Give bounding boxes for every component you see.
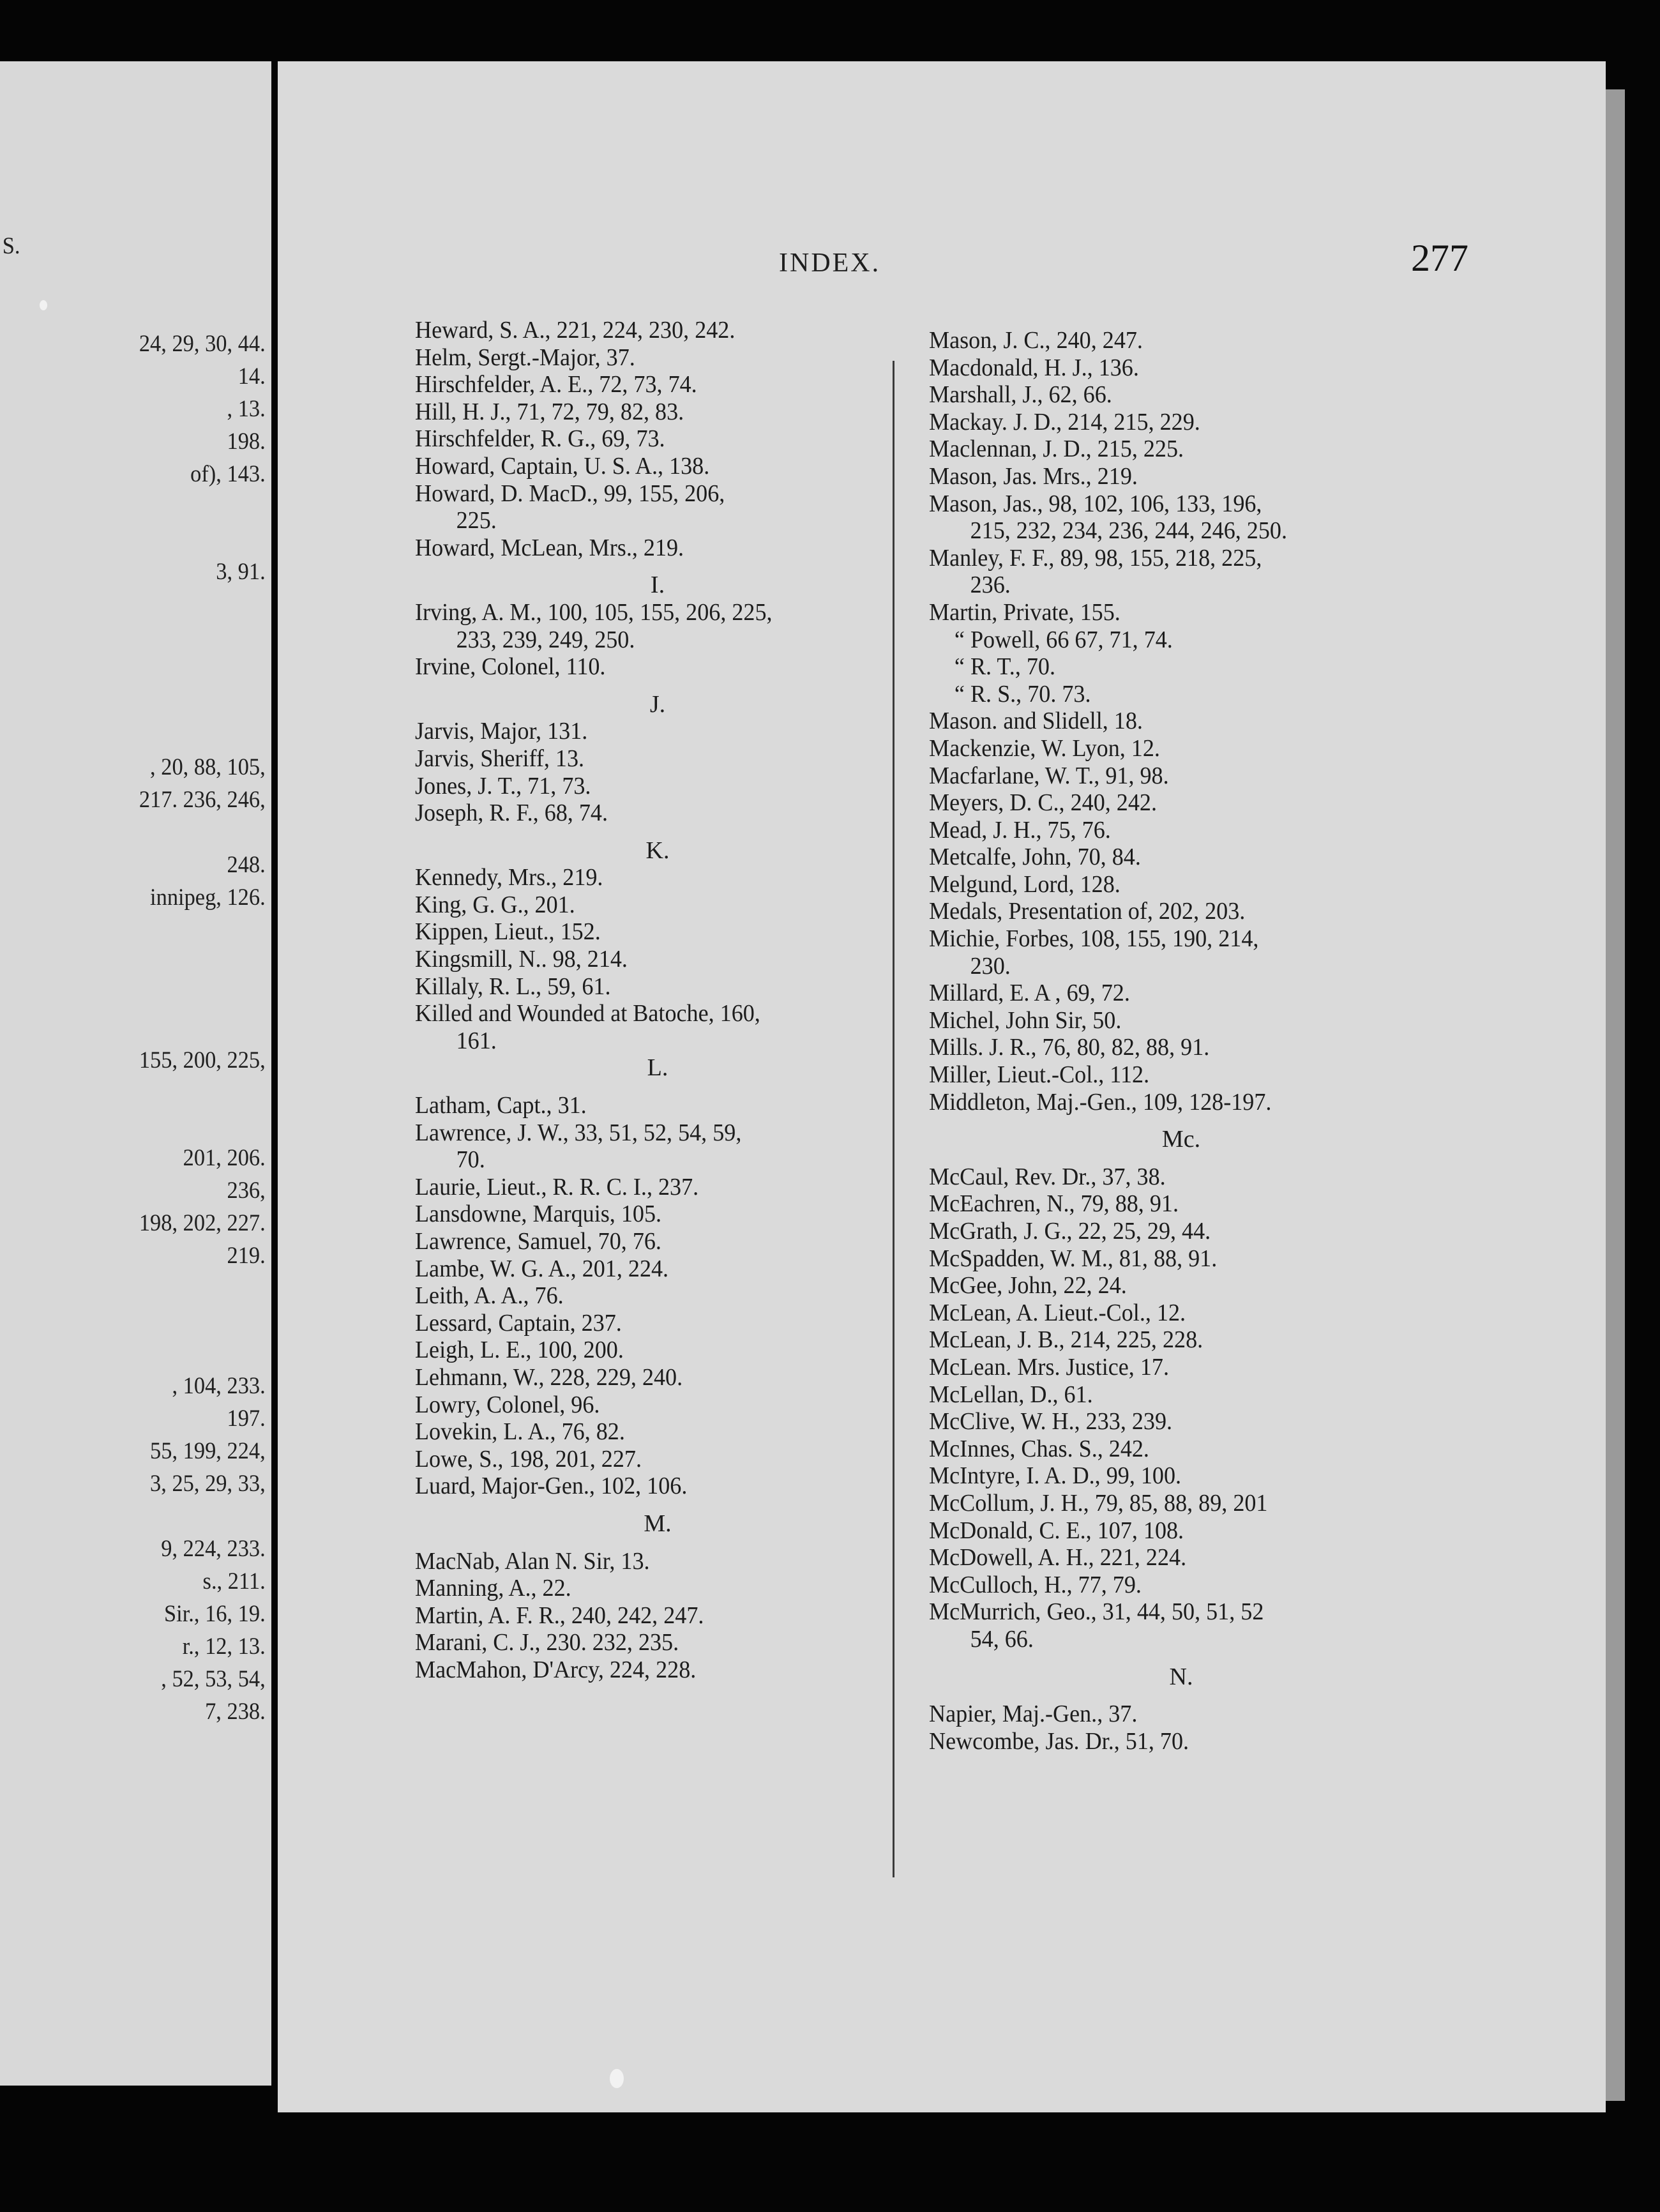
section-letter: Mc.	[1161, 1126, 1201, 1153]
index-entry: Martin, A. F. R., 240, 242, 247.	[415, 1602, 704, 1629]
index-entry: Mackenzie, W. Lyon, 12.	[929, 734, 1160, 762]
page-edge-shadow	[1606, 89, 1625, 2101]
left-page-fragment: 197.	[227, 1405, 266, 1432]
spacer	[415, 827, 900, 837]
index-entry: Lowe, S., 198, 201, 227.	[415, 1445, 642, 1473]
index-entry: McDowell, A. H., 221, 224.	[929, 1544, 1187, 1572]
index-entry: McCulloch, H., 77, 79.	[929, 1571, 1142, 1598]
left-page-fragment: , 13.	[227, 396, 266, 422]
index-entry: Jarvis, Major, 131.	[415, 718, 588, 745]
left-page-fragment: 198.	[227, 428, 266, 455]
left-page-fragment: , 104, 233.	[172, 1373, 266, 1399]
spacer	[929, 1116, 1433, 1126]
index-entry: Miller, Lieut.-Col., 112.	[929, 1061, 1150, 1089]
section-letter: L.	[647, 1054, 668, 1082]
index-entry: Mead, J. H., 75, 76.	[929, 816, 1111, 844]
left-page-fragment: 24, 29, 30, 44.	[139, 331, 266, 357]
index-entry: Hill, H. J., 71, 72, 79, 82, 83.	[415, 398, 684, 425]
index-entry: Metcalfe, John, 70, 84.	[929, 844, 1141, 871]
index-column-right	[929, 327, 1433, 1755]
index-entry: Howard, D. MacD., 99, 155, 206,	[415, 480, 725, 507]
index-entry-continuation: 54, 66.	[970, 1625, 1034, 1653]
index-entry: Hirschfelder, A. E., 72, 73, 74.	[415, 371, 697, 398]
index-entry: Macdonald, H. J., 136.	[929, 354, 1139, 381]
left-page-fragment: 3, 91.	[216, 559, 266, 585]
index-entry: King, G. G., 201.	[415, 891, 575, 918]
left-page-fragment: 217. 236, 246,	[139, 787, 266, 813]
index-entry: Hirschfelder, R. G., 69, 73.	[415, 425, 665, 453]
index-entry: Marshall, J., 62, 66.	[929, 381, 1112, 409]
index-entry: Mills. J. R., 76, 80, 82, 88, 91.	[929, 1034, 1210, 1061]
left-page-fragment: S.	[2, 233, 20, 259]
section-letter: J.	[649, 690, 666, 718]
index-entry: MacMahon, D'Arcy, 224, 228.	[415, 1656, 697, 1683]
section-letter: M.	[644, 1510, 672, 1537]
index-entry: “ Powell, 66 67, 71, 74.	[954, 626, 1173, 653]
index-entry: Mason, Jas., 98, 102, 106, 133, 196,	[929, 490, 1262, 517]
index-entry: Marani, C. J., 230. 232, 235.	[415, 1629, 679, 1656]
index-entry-continuation: 236.	[970, 572, 1011, 599]
left-page-fragment: innipeg, 126.	[150, 884, 266, 911]
index-entry: McInnes, Chas. S., 242.	[929, 1435, 1149, 1462]
index-entry-continuation: 233, 239, 249, 250.	[456, 626, 635, 653]
index-entry: Helm, Sergt.-Major, 37.	[415, 344, 635, 371]
index-entry: Lawrence, J. W., 33, 51, 52, 54, 59,	[415, 1119, 742, 1146]
index-entry: Melgund, Lord, 128.	[929, 870, 1120, 898]
index-entry: Mason, J. C., 240, 247.	[929, 327, 1143, 354]
index-entry: Jarvis, Sheriff, 13.	[415, 745, 585, 772]
left-page-fragment: of), 143.	[190, 461, 266, 487]
left-page-fragment: 155, 200, 225,	[139, 1047, 266, 1073]
left-page-fragment: Sir., 16, 19.	[164, 1601, 266, 1627]
left-page-fragment: , 20, 88, 105,	[150, 754, 266, 780]
left-page-fragment: 3, 25, 29, 33,	[150, 1471, 266, 1497]
running-head: INDEX.	[779, 248, 881, 278]
column-divider	[893, 361, 894, 1877]
left-page-fragment: , 52, 53, 54,	[161, 1666, 266, 1692]
index-entry: McClive, W. H., 233, 239.	[929, 1408, 1173, 1436]
left-page-fragment: s., 211.	[202, 1568, 266, 1595]
left-page-fragment: 248.	[227, 852, 266, 878]
index-entry: Irving, A. M., 100, 105, 155, 206, 225,	[415, 598, 773, 626]
spacer	[415, 1082, 900, 1092]
index-entry: McEachren, N., 79, 88, 91.	[929, 1190, 1179, 1218]
paper-blemish	[610, 2069, 624, 2088]
index-entry: Millard, E. A , 69, 72.	[929, 980, 1130, 1007]
index-entry: Mason, Jas. Mrs., 219.	[929, 462, 1138, 490]
index-entry: Middleton, Maj.-Gen., 109, 128-197.	[929, 1088, 1272, 1116]
index-entry: Mackay. J. D., 214, 215, 229.	[929, 408, 1200, 436]
section-letter: I.	[650, 572, 665, 599]
left-page-fragment: 219.	[227, 1243, 266, 1269]
index-entry: Lansdowne, Marquis, 105.	[415, 1201, 662, 1228]
index-entry: McGee, John, 22, 24.	[929, 1272, 1127, 1299]
index-entry: Irvine, Colonel, 110.	[415, 653, 606, 681]
index-entry: Macfarlane, W. T., 91, 98.	[929, 762, 1169, 789]
index-entry: Howard, Captain, U. S. A., 138.	[415, 452, 710, 480]
index-entry: Lovekin, L. A., 76, 82.	[415, 1418, 625, 1446]
index-entry: McDonald, C. E., 107, 108.	[929, 1517, 1184, 1544]
index-entry: Martin, Private, 155.	[929, 598, 1120, 626]
index-entry: Michel, John Sir, 50.	[929, 1006, 1122, 1034]
page-header	[779, 236, 1468, 287]
index-entry: Newcombe, Jas. Dr., 51, 70.	[929, 1727, 1189, 1755]
left-page-fragment: 236,	[227, 1178, 266, 1204]
index-entry: McGrath, J. G., 22, 25, 29, 44.	[929, 1218, 1211, 1245]
left-facing-page	[0, 61, 271, 2086]
index-entry: McCollum, J. H., 79, 85, 88, 89, 201	[929, 1489, 1268, 1517]
index-entry: Leith, A. A., 76.	[415, 1282, 564, 1310]
index-entry: Luard, Major-Gen., 102, 106.	[415, 1473, 688, 1500]
spacer	[929, 1653, 1433, 1663]
index-entry: McCaul, Rev. Dr., 37, 38.	[929, 1163, 1166, 1190]
index-entry: McLean. Mrs. Justice, 17.	[929, 1353, 1169, 1381]
spacer	[415, 1500, 900, 1510]
left-page-fragment: 55, 199, 224,	[150, 1438, 266, 1464]
index-entry: Joseph, R. F., 68, 74.	[415, 799, 608, 827]
index-entry: Lehmann, W., 228, 229, 240.	[415, 1363, 683, 1391]
left-page-fragment: 14.	[238, 363, 266, 390]
index-entry: Killed and Wounded at Batoche, 160,	[415, 1000, 760, 1027]
index-entry: Jones, J. T., 71, 73.	[415, 772, 591, 799]
left-page-fragment: r., 12, 13.	[182, 1633, 266, 1660]
index-entry: Kennedy, Mrs., 219.	[415, 864, 603, 891]
left-page-fragment: 7, 238.	[205, 1699, 266, 1725]
spacer	[415, 1538, 900, 1548]
spacer	[929, 1153, 1433, 1163]
left-page-fragment: 201, 206.	[183, 1145, 266, 1171]
index-entry: Lowry, Colonel, 96.	[415, 1391, 600, 1418]
index-entry: “ R. S., 70. 73.	[954, 680, 1091, 708]
section-letter: N.	[1169, 1663, 1193, 1690]
section-letter: K.	[645, 837, 670, 864]
spacer	[929, 1690, 1433, 1701]
spacer	[415, 561, 900, 572]
index-entry: McLean, J. B., 214, 225, 228.	[929, 1326, 1204, 1354]
index-entry: Maclennan, J. D., 215, 225.	[929, 436, 1184, 463]
index-column-left	[415, 317, 900, 1684]
index-entry-continuation: 215, 232, 234, 236, 244, 246, 250.	[970, 517, 1287, 545]
index-entry: Killaly, R. L., 59, 61.	[415, 973, 611, 1000]
left-page-fragment: 198, 202, 227.	[139, 1210, 266, 1236]
index-entry-continuation: 230.	[970, 952, 1011, 980]
index-entry: Kingsmill, N.. 98, 214.	[415, 946, 628, 973]
index-entry: Leigh, L. E., 100, 200.	[415, 1337, 624, 1364]
index-entry-continuation: 225.	[456, 507, 497, 534]
index-entry: Lessard, Captain, 237.	[415, 1309, 622, 1337]
index-entry: Kippen, Lieut., 152.	[415, 918, 601, 946]
index-entry: Lawrence, Samuel, 70, 76.	[415, 1228, 661, 1255]
index-entry: Napier, Maj.-Gen., 37.	[929, 1701, 1138, 1728]
index-entry: Meyers, D. C., 240, 242.	[929, 789, 1157, 817]
index-entry: Manning, A., 22.	[415, 1575, 571, 1602]
spacer	[415, 681, 900, 691]
index-entry: “ R. T., 70.	[954, 653, 1056, 681]
index-entry: Howard, McLean, Mrs., 219.	[415, 534, 684, 561]
paper-blemish	[40, 300, 47, 310]
index-entry: Heward, S. A., 221, 224, 230, 242.	[415, 317, 736, 344]
index-entry: Mason. and Slidell, 18.	[929, 708, 1143, 735]
index-entry: Manley, F. F., 89, 98, 155, 218, 225,	[929, 544, 1262, 572]
index-entry: McSpadden, W. M., 81, 88, 91.	[929, 1245, 1218, 1272]
index-entry: McLellan, D., 61.	[929, 1381, 1093, 1408]
index-entry: Lambe, W. G. A., 201, 224.	[415, 1255, 669, 1282]
index-entry: MacNab, Alan N. Sir, 13.	[415, 1547, 650, 1575]
index-entry: Medals, Presentation of, 202, 203.	[929, 898, 1246, 925]
index-entry: McIntyre, I. A. D., 99, 100.	[929, 1462, 1182, 1490]
index-entry-continuation: 161.	[456, 1027, 497, 1054]
page-number: 277	[1411, 237, 1468, 279]
index-entry: McLean, A. Lieut.-Col., 12.	[929, 1299, 1186, 1326]
index-entry-continuation: 70.	[456, 1146, 485, 1174]
index-entry: McMurrich, Geo., 31, 44, 50, 51, 52	[929, 1598, 1264, 1626]
index-entry: Latham, Capt., 31.	[415, 1092, 587, 1119]
left-page-fragment: 9, 224, 233.	[161, 1536, 266, 1562]
index-entry: Michie, Forbes, 108, 155, 190, 214,	[929, 925, 1259, 953]
index-entry: Laurie, Lieut., R. R. C. I., 237.	[415, 1173, 699, 1201]
